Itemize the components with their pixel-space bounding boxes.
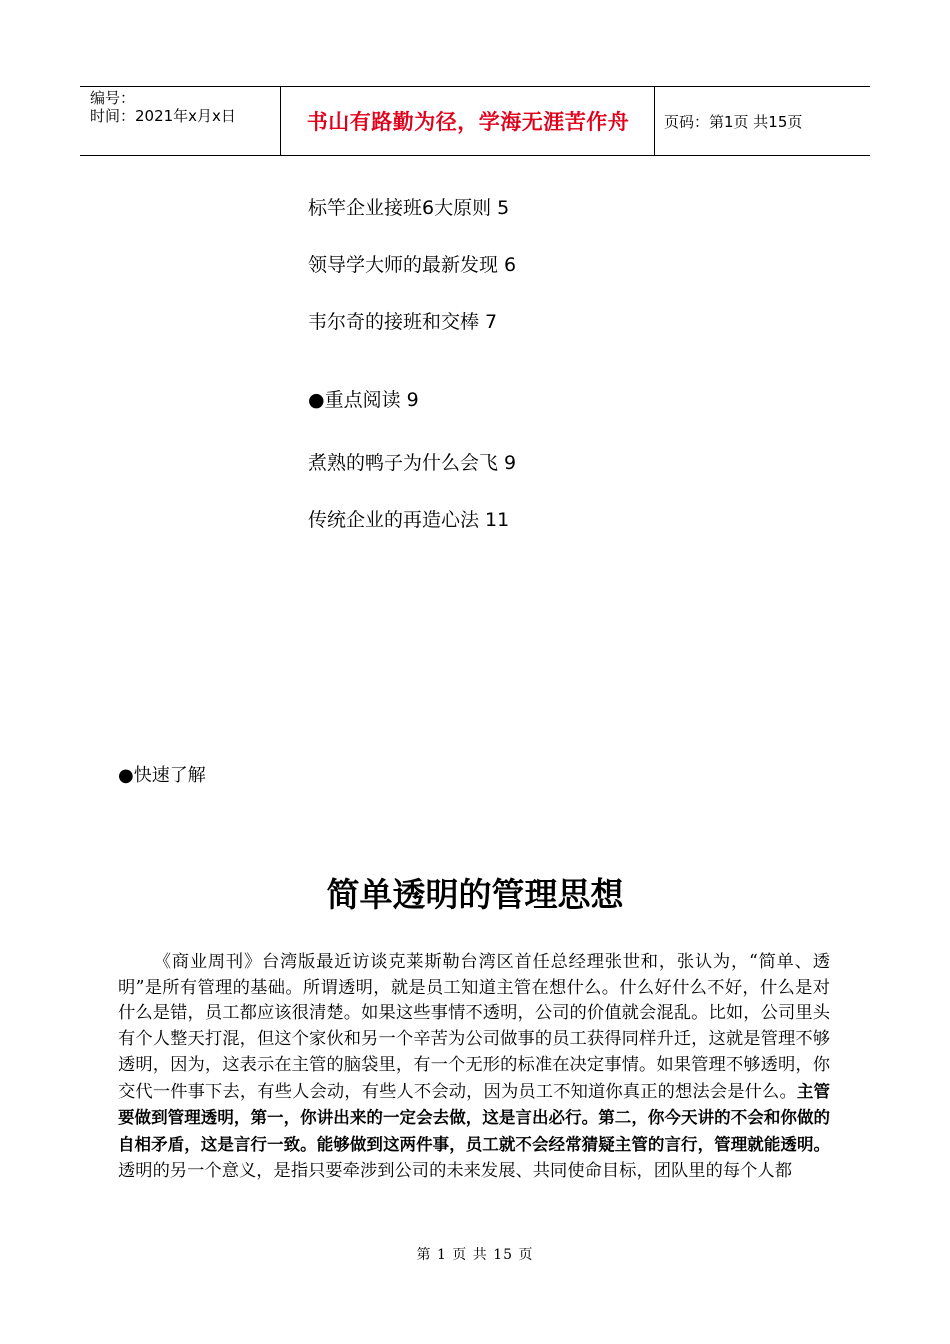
page-footer: 第 1 页 共 15 页 [416, 1247, 534, 1263]
article-bold-text: 主管要做到管理透明，第一，你讲出来的一定会去做，这是言出必行。第二，你今天讲的不会和你做的自相矛盾，这是言行一致。能够做到这两件事，员工就不会经常猜疑主管的言行，管理就能透明。 [118, 1081, 831, 1154]
serial-label: 编号： [90, 89, 136, 107]
header-meta [90, 89, 236, 125]
toc-item: 煮熟的鸭子为什么会飞 9 [308, 452, 517, 474]
toc-item: 领导学大师的最新发现 6 [308, 254, 517, 276]
toc-item: ●重点阅读 9 [308, 389, 419, 411]
article-text: 透明的另一个意义，是指只要牵涉到公司的未来发展、共同使命目标，团队里的每个人都 [118, 1160, 792, 1181]
toc-item: 传统企业的再造心法 11 [308, 509, 510, 531]
header-divider [280, 87, 281, 155]
header-page-info: 页码：第1页 共15页 [664, 112, 803, 131]
toc-item: 韦尔奇的接班和交棒 7 [308, 311, 498, 333]
header-table [80, 86, 870, 156]
time-label: 时间：2021年x月x日 [90, 107, 236, 125]
article-text: 《商业周刊》台湾版最近访谈克莱斯勒台湾区首任总经理张世和，张认为，“简单、透明”是所有管理的基础。所谓透明，就是员工知道主管在想什么。什么好什么不好，什么是对什么是错，员工都应该很清楚。如果这些事情不透明，公司的价值就会混乱。比如，公司里头有个人整天打混，但这个家伙和另一个辛苦为公司做事的员工获得同样升迁，这就是管理不够透明，因为，这表示在主管的脑袋里，有一个无形的标准在决定事情。如果管理不够透明，你交代一件事下去，有些人会动，有些人不会动，因为员工不知道你真正的想法会是什么。 [118, 952, 830, 1102]
header-motto: 书山有路勤为径，学海无涯苦作舟 [306, 109, 630, 134]
section-label: ●快速了解 [118, 765, 206, 786]
toc-item: 标竿企业接班6大原则 5 [308, 197, 510, 219]
article-paragraph [118, 950, 830, 1184]
header-divider [654, 87, 655, 155]
article-title: 简单透明的管理思想 [326, 875, 624, 914]
